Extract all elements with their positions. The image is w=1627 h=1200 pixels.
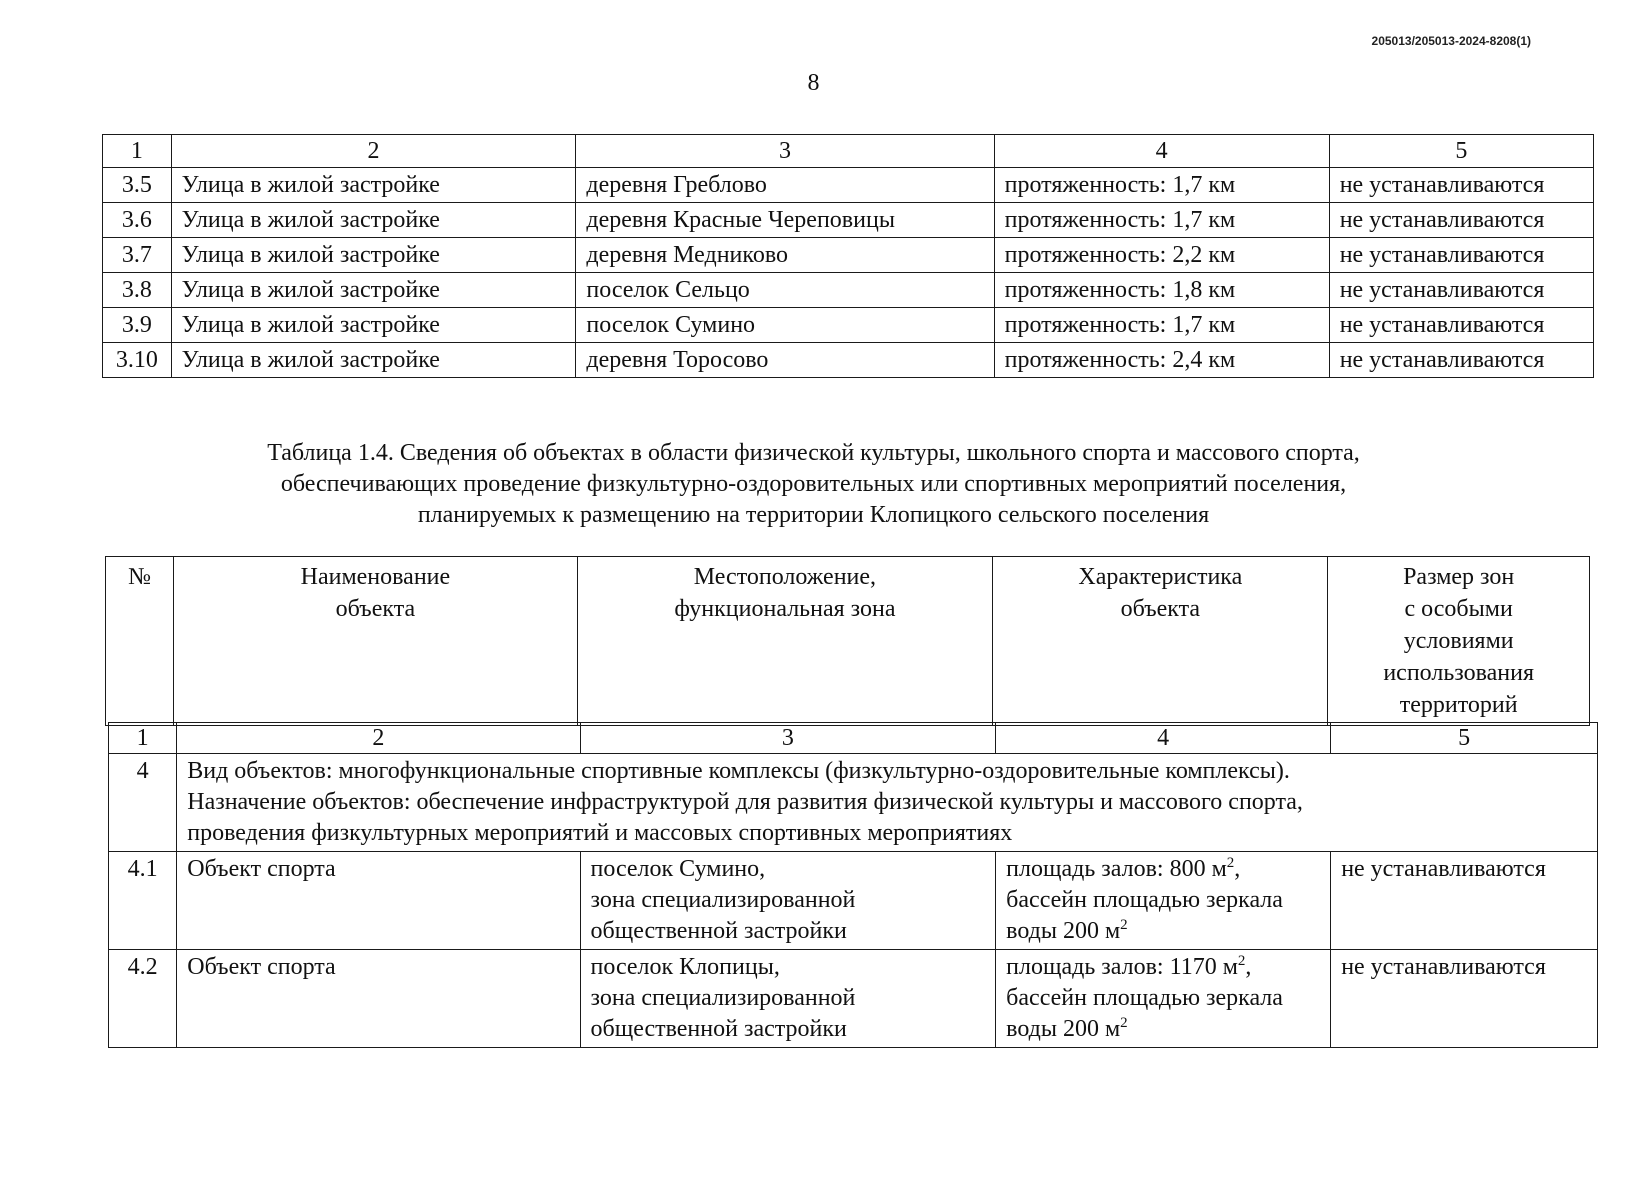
row-number: 3.6 bbox=[103, 203, 172, 238]
header-zone-size: Размер зон с особыми условиями использования территорий bbox=[1328, 557, 1590, 726]
object-location: деревня Торосово bbox=[576, 343, 994, 378]
streets-table bbox=[102, 134, 1594, 378]
column-number: 1 bbox=[103, 135, 172, 168]
object-name: Объект спорта bbox=[177, 950, 580, 1048]
sports-table-header bbox=[105, 556, 1590, 726]
table-row bbox=[103, 308, 1594, 343]
char-text: , bbox=[1245, 954, 1252, 980]
table-header-row bbox=[103, 135, 1594, 168]
superscript: 2 bbox=[1120, 917, 1128, 933]
object-location: деревня Красные Череповицы bbox=[576, 203, 994, 238]
table-header-row bbox=[109, 723, 1598, 754]
char-text: бассейн площадью зеркала bbox=[1006, 887, 1283, 913]
object-characteristic: протяженность: 1,7 км bbox=[994, 203, 1329, 238]
superscript: 2 bbox=[1237, 953, 1246, 969]
object-characteristic: протяженность: 2,4 км bbox=[994, 343, 1329, 378]
column-number: 4 bbox=[996, 723, 1331, 754]
column-number: 1 bbox=[109, 723, 177, 754]
object-characteristic bbox=[996, 852, 1331, 950]
object-characteristic: протяженность: 1,7 км bbox=[994, 168, 1329, 203]
page-number: 8 bbox=[807, 70, 820, 96]
column-number: 5 bbox=[1331, 723, 1598, 754]
row-number: 4 bbox=[109, 754, 177, 852]
object-characteristic: протяженность: 2,2 км bbox=[994, 238, 1329, 273]
object-location: поселок Сельцо bbox=[576, 273, 994, 308]
row-number: 3.9 bbox=[103, 308, 172, 343]
row-number: 3.8 bbox=[103, 273, 172, 308]
table-caption bbox=[0, 438, 1627, 531]
object-characteristic: протяженность: 1,7 км bbox=[994, 308, 1329, 343]
column-number: 3 bbox=[580, 723, 996, 754]
caption-line: обеспечивающих проведение физкультурно-оздоровительных или спортивных мероприятий поселения, bbox=[280, 471, 1347, 497]
object-name: Улица в жилой застройке bbox=[171, 273, 576, 308]
sports-table bbox=[108, 722, 1598, 1048]
column-number: 2 bbox=[177, 723, 580, 754]
table-row bbox=[103, 203, 1594, 238]
column-number: 5 bbox=[1329, 135, 1593, 168]
zone-size: не устанавливаются bbox=[1329, 343, 1593, 378]
caption-line: Таблица 1.4. Сведения об объектах в области физической культуры, школьного спорта и массового спорта, bbox=[267, 440, 1360, 466]
char-text: , bbox=[1234, 856, 1241, 882]
row-number: 4.1 bbox=[109, 852, 177, 950]
zone-size: не устанавливаются bbox=[1329, 238, 1593, 273]
zone-size: не устанавливаются bbox=[1331, 852, 1598, 950]
object-location: поселок Клопицы, зона специализированной общественной застройки bbox=[580, 950, 996, 1048]
table-row bbox=[109, 852, 1598, 950]
table-row bbox=[103, 273, 1594, 308]
row-number: 3.5 bbox=[103, 168, 172, 203]
object-name: Улица в жилой застройке bbox=[171, 343, 576, 378]
table-row bbox=[109, 950, 1598, 1048]
object-name: Улица в жилой застройке bbox=[171, 308, 576, 343]
column-number: 2 bbox=[171, 135, 576, 168]
object-location: поселок Сумино bbox=[576, 308, 994, 343]
column-number: 3 bbox=[576, 135, 994, 168]
object-name: Улица в жилой застройке bbox=[171, 168, 576, 203]
char-text: воды 200 м bbox=[1006, 918, 1121, 944]
table-header-row bbox=[106, 557, 1590, 726]
header-name: Наименование объекта bbox=[174, 557, 577, 726]
row-number: 3.10 bbox=[103, 343, 172, 378]
zone-size: не устанавливаются bbox=[1329, 273, 1593, 308]
header-location: Местоположение, функциональная зона bbox=[577, 557, 993, 726]
object-characteristic bbox=[996, 950, 1331, 1048]
header-characteristic: Характеристика объекта bbox=[993, 557, 1328, 726]
column-number: 4 bbox=[994, 135, 1329, 168]
row-number: 3.7 bbox=[103, 238, 172, 273]
superscript: 2 bbox=[1120, 1015, 1128, 1031]
table-row bbox=[103, 343, 1594, 378]
table-row bbox=[103, 238, 1594, 273]
object-name: Улица в жилой застройке bbox=[171, 238, 576, 273]
zone-size: не устанавливаются bbox=[1329, 308, 1593, 343]
char-text: бассейн площадью зеркала bbox=[1006, 985, 1283, 1011]
group-row bbox=[109, 754, 1598, 852]
document-number: 205013/205013-2024-8208(1) bbox=[1371, 34, 1531, 48]
char-text: площадь залов: 800 м bbox=[1006, 856, 1227, 882]
header-number: № bbox=[106, 557, 174, 726]
superscript: 2 bbox=[1226, 855, 1235, 871]
zone-size: не устанавливаются bbox=[1329, 203, 1593, 238]
caption-line: планируемых к размещению на территории Клопицкого сельского поселения bbox=[417, 502, 1210, 528]
object-name: Объект спорта bbox=[177, 852, 580, 950]
object-location: деревня Медниково bbox=[576, 238, 994, 273]
table-row bbox=[103, 168, 1594, 203]
row-number: 4.2 bbox=[109, 950, 177, 1048]
char-text: воды 200 м bbox=[1006, 1016, 1121, 1042]
object-location: поселок Сумино, зона специализированной общественной застройки bbox=[580, 852, 996, 950]
object-location: деревня Греблово bbox=[576, 168, 994, 203]
zone-size: не устанавливаются bbox=[1329, 168, 1593, 203]
group-description: Вид объектов: многофункциональные спортивные комплексы (физкультурно-оздоровительные комплексы). Назначение объектов: обеспечение инфраструктурой для развития физической культуры и массового спорта, проведения физкультурных мероприятий и массовых спортивных мероприятиях bbox=[177, 754, 1598, 852]
object-name: Улица в жилой застройке bbox=[171, 203, 576, 238]
zone-size: не устанавливаются bbox=[1331, 950, 1598, 1048]
char-text: площадь залов: 1170 м bbox=[1006, 954, 1238, 980]
object-characteristic: протяженность: 1,8 км bbox=[994, 273, 1329, 308]
